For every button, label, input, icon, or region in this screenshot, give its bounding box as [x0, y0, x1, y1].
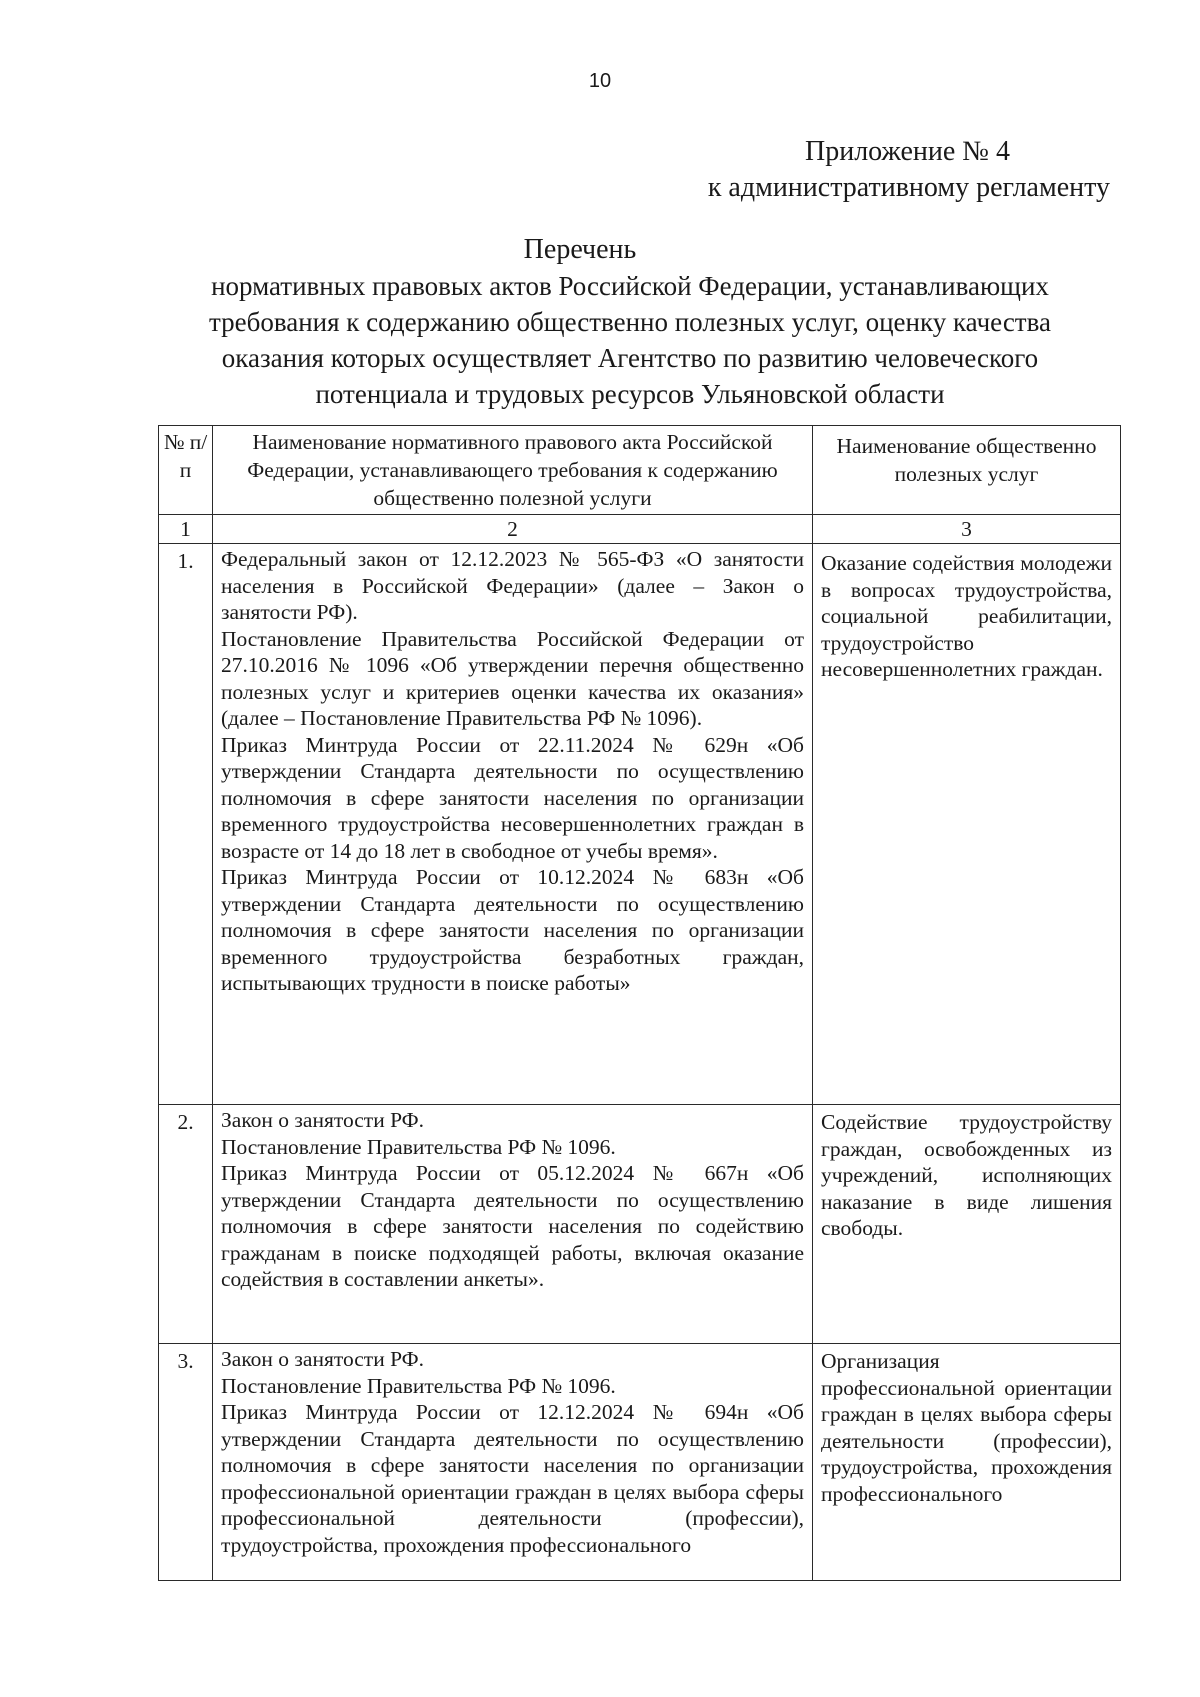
title-line: нормативных правовых актов Российской Федерации, устанавливающих: [211, 271, 1049, 301]
act-text: Приказ Минтруда России от 22.11.2024 № 629н «Об утверждении Стандарта деятельности по осуществлению полномочия в сфере занятости населения по организации временного трудоустройства несовершеннолетних граждан в возрасте от 14 до 18 лет в свободное от учебы время».: [221, 732, 804, 863]
row-acts: [213, 1344, 813, 1581]
appendix-number: Приложение № 4: [805, 136, 1010, 167]
table-row: [159, 1344, 1121, 1581]
title-line: оказания которых осуществляет Агентство по развитию человеческого: [221, 343, 1039, 373]
row-acts: [213, 1105, 813, 1344]
title-heading: Перечень: [523, 234, 637, 265]
column-number-row: [159, 515, 1121, 544]
header-num: № п/п: [159, 426, 213, 515]
header-act: Наименование нормативного правового акта Российской Федерации, устанавливающего требования к содержанию общественно полезной услуги: [213, 426, 813, 515]
act-text: Закон о занятости РФ.: [221, 1108, 425, 1132]
act-text: Приказ Минтруда России от 12.12.2024 № 694н «Об утверждении Стандарта деятельности по осуществлению полномочия в сфере занятости населения по организации профессиональной ориентации граждан в целях выбора сферы профессиональной деятельности (профессии), трудоустройства, прохождения профессионального: [221, 1400, 804, 1557]
act-text: Закон о занятости РФ.: [221, 1347, 425, 1371]
column-number: 2: [213, 515, 813, 544]
row-number: 3.: [159, 1344, 213, 1581]
header-service: Наименование общественно полезных услуг: [813, 426, 1121, 515]
row-number: 2.: [159, 1105, 213, 1344]
row-service: [813, 1105, 1121, 1344]
service-text: Содействие трудоустройству граждан, освобожденных из учреждений, исполняющих наказание в виде лишения свободы.: [821, 1110, 1112, 1240]
act-text: Постановление Правительства РФ № 1096.: [221, 1373, 616, 1398]
service-text: Оказание содействия молодежи в вопросах трудоустройства, социальной реабилитации, трудоустройство несовершеннолетних граждан.: [821, 551, 1112, 681]
row-number: 1.: [159, 544, 213, 1105]
column-number: 3: [813, 515, 1121, 544]
column-number: 1: [159, 515, 213, 544]
row-service: [813, 544, 1121, 1105]
service-text: Организация профессиональной ориентации граждан в целях выбора сферы деятельности (профессии), трудоустройства, прохождения профессионального: [821, 1349, 1112, 1506]
appendix-heading: [708, 134, 1110, 206]
title-line: требования к содержанию общественно полезных услуг, оценку качества: [209, 307, 1051, 337]
act-text: Федеральный закон от 12.12.2023 № 565-ФЗ «О занятости населения в Российской Федерации» (далее – Закон о занятости РФ).: [221, 547, 804, 624]
table-header-row: [159, 426, 1121, 515]
title-line: потенциала и трудовых ресурсов Ульяновской области: [315, 379, 945, 409]
act-text: Приказ Минтруда России от 05.12.2024 № 667н «Об утверждении Стандарта деятельности по осуществлению полномочия в сфере занятости населения по содействию гражданам в поиске подходящей работы, включая оказание содействия в составлении анкеты».: [221, 1161, 804, 1291]
table-row: [159, 544, 1121, 1105]
acts-table: [158, 425, 1121, 1581]
page-number: 10: [588, 70, 612, 92]
row-service: [813, 1344, 1121, 1581]
act-text: Постановление Правительства РФ № 1096.: [221, 1134, 616, 1159]
appendix-reference: к административному регламенту: [707, 172, 1110, 203]
act-text: Постановление Правительства Российской Федерации от 27.10.2016 № 1096 «Об утверждении перечня общественно полезных услуг и критериев оценки качества их оказания» (далее – Постановление Правительства РФ № 1096).: [221, 626, 804, 730]
act-text: Приказ Минтруда России от 10.12.2024 № 683н «Об утверждении Стандарта деятельности по осуществлению полномочия в сфере занятости населения по организации временного трудоустройства безработных граждан, испытывающих трудности в поиске работы»: [221, 865, 804, 995]
table-row: [159, 1105, 1121, 1344]
row-acts: [213, 544, 813, 1105]
document-title: [180, 232, 1080, 412]
